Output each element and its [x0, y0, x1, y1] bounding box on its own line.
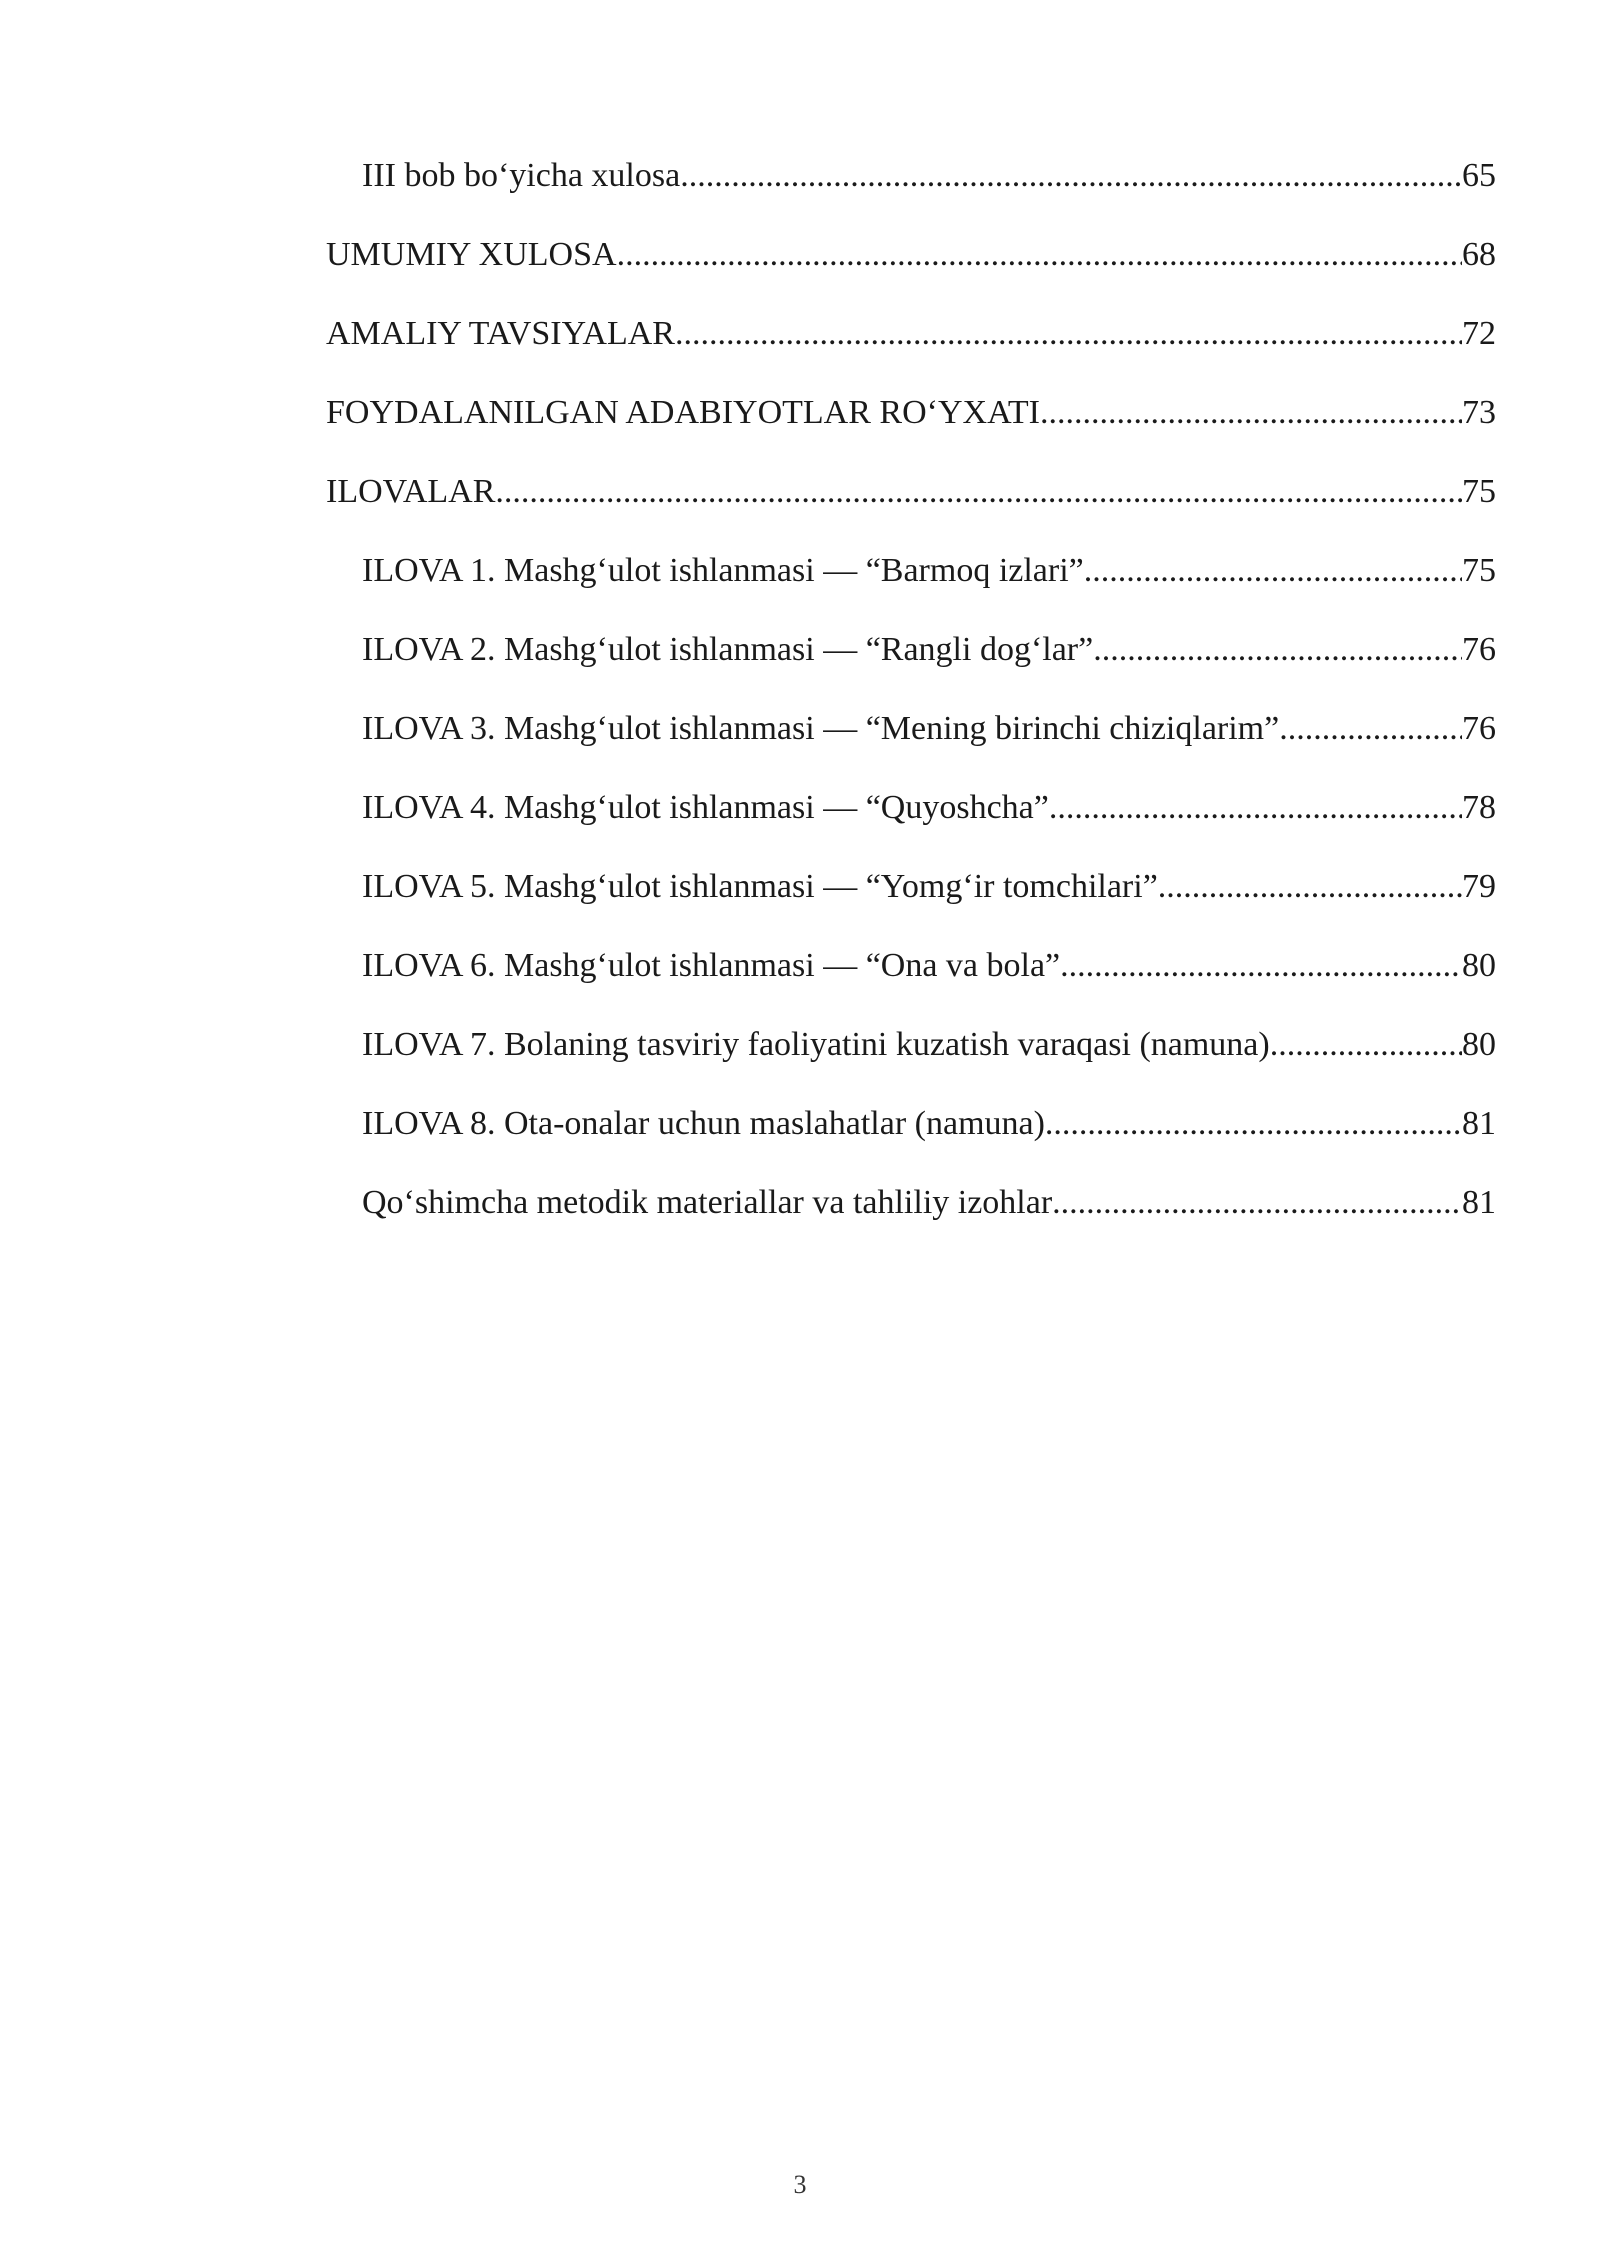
toc-entry[interactable]	[326, 468, 1496, 547]
toc-entry-page: 80	[1462, 1026, 1496, 1063]
toc-entry-title: ILOVA 6. Mashg‘ulot ishlanmasi — “Ona va bola”	[362, 947, 1061, 984]
toc-entry[interactable]	[326, 626, 1496, 705]
toc-entry-title: ILOVA 7. Bolaning tasviriy faoliyatini kuzatish varaqasi (namuna)	[362, 1026, 1270, 1063]
toc-entry-title: AMALIY TAVSIYALAR	[326, 315, 675, 352]
toc-entry-page: 76	[1462, 710, 1496, 747]
toc-entry[interactable]	[326, 389, 1496, 468]
toc-leader-dots	[1060, 942, 1462, 990]
toc-entry-page: 80	[1462, 947, 1496, 984]
toc-entry[interactable]	[326, 863, 1496, 942]
toc-entry-page: 65	[1462, 157, 1496, 194]
toc-entry-title: ILOVA 1. Mashg‘ulot ishlanmasi — “Barmoq izlari”	[362, 552, 1084, 589]
page-number: 3	[793, 2170, 807, 2199]
toc-entry[interactable]	[326, 310, 1496, 389]
toc-leader-dots	[675, 310, 1462, 358]
toc-entry-page: 81	[1462, 1184, 1496, 1221]
toc-leader-dots	[680, 152, 1462, 200]
toc-leader-dots	[1279, 705, 1462, 753]
toc-entry-title: ILOVA 4. Mashg‘ulot ishlanmasi — “Quyoshcha”	[362, 789, 1049, 826]
toc-entry[interactable]	[326, 784, 1496, 863]
toc-entry-page: 81	[1462, 1105, 1496, 1142]
toc-entry[interactable]	[326, 231, 1496, 310]
toc-leader-dots	[1040, 389, 1462, 437]
toc-entry[interactable]	[326, 705, 1496, 784]
table-of-contents	[326, 152, 1496, 1258]
toc-leader-dots	[1093, 626, 1462, 674]
toc-entry-page: 75	[1462, 473, 1496, 510]
toc-entry-title: ILOVALAR	[326, 473, 496, 510]
toc-entry-page: 75	[1462, 552, 1496, 589]
toc-entry-title: ILOVA 5. Mashg‘ulot ishlanmasi — “Yomg‘ir tomchilari”	[362, 868, 1158, 905]
toc-leader-dots	[1052, 1179, 1462, 1227]
toc-leader-dots	[1158, 863, 1462, 911]
toc-leader-dots	[1045, 1100, 1462, 1148]
toc-leader-dots	[617, 231, 1462, 279]
toc-entry-title: ILOVA 2. Mashg‘ulot ishlanmasi — “Rangli dog‘lar”	[362, 631, 1094, 668]
toc-entry-page: 78	[1462, 789, 1496, 826]
toc-entry-title: UMUMIY XULOSA	[326, 236, 617, 273]
toc-entry-title: FOYDALANILGAN ADABIYOTLAR RO‘YXATI	[326, 394, 1040, 431]
toc-entry-page: 79	[1462, 868, 1496, 905]
toc-entry[interactable]	[326, 942, 1496, 1021]
toc-leader-dots	[1270, 1021, 1462, 1069]
toc-leader-dots	[1049, 784, 1462, 832]
toc-leader-dots	[495, 468, 1462, 516]
toc-leader-dots	[1084, 547, 1462, 595]
toc-entry-title: ILOVA 3. Mashg‘ulot ishlanmasi — “Mening birinchi chiziqlarim”	[362, 710, 1280, 747]
toc-entry-page: 73	[1462, 394, 1496, 431]
toc-entry-page: 72	[1462, 315, 1496, 352]
toc-entry[interactable]	[326, 547, 1496, 626]
toc-entry-title: ILOVA 8. Ota-onalar uchun maslahatlar (namuna)	[362, 1105, 1045, 1142]
toc-entry-page: 76	[1462, 631, 1496, 668]
toc-entry[interactable]	[326, 152, 1496, 231]
toc-entry[interactable]	[326, 1021, 1496, 1100]
toc-entry-title: Qo‘shimcha metodik materiallar va tahliliy izohlar	[362, 1184, 1053, 1221]
toc-entry-page: 68	[1462, 236, 1496, 273]
toc-entry-title: III bob bo‘yicha xulosa	[362, 157, 681, 194]
toc-entry[interactable]	[326, 1100, 1496, 1179]
toc-entry[interactable]	[326, 1179, 1496, 1258]
